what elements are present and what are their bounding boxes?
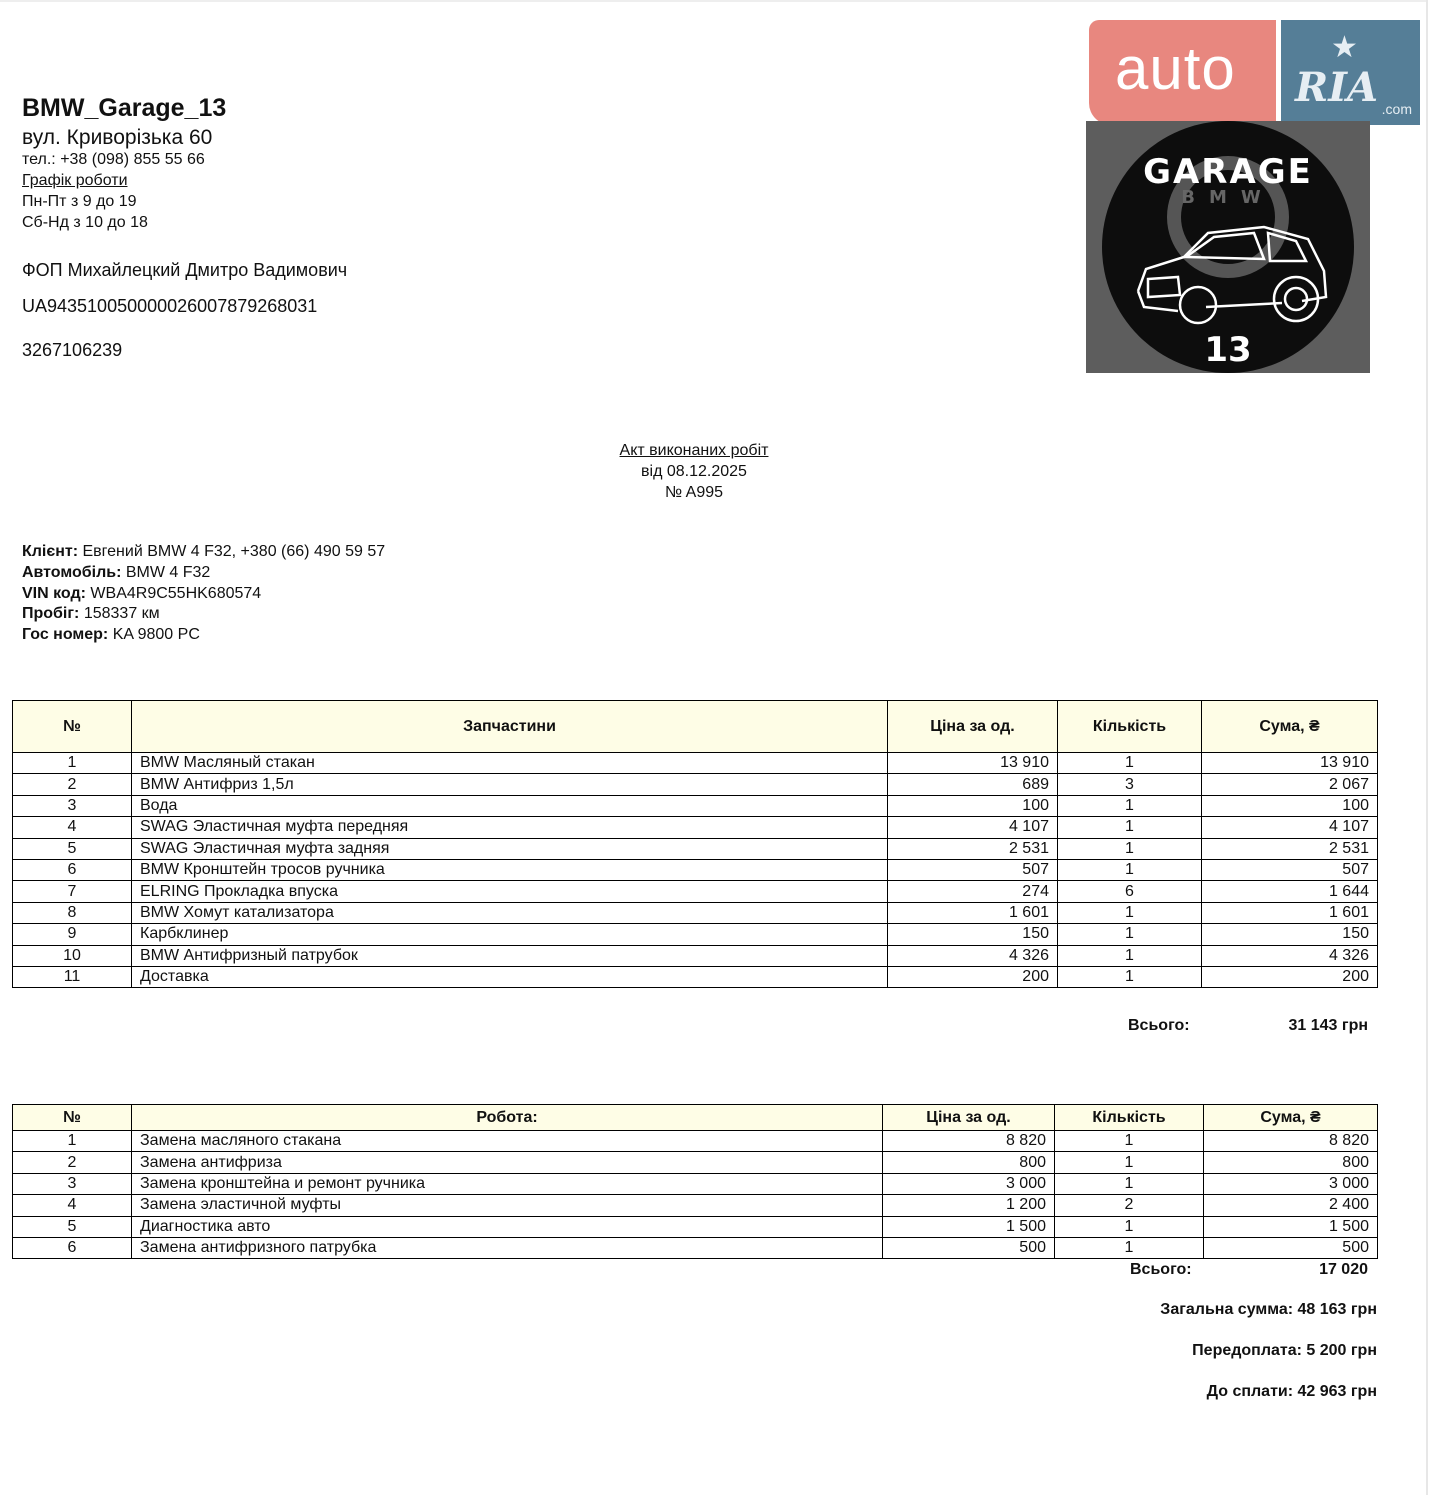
parts-row-cell: 1 644 (1202, 881, 1378, 902)
parts-row-cell: 100 (1202, 795, 1378, 816)
watermark-auto-block (1089, 20, 1276, 125)
parts-row-cell: 4 326 (888, 945, 1058, 966)
parts-row-cell: Карбклинер (132, 924, 888, 945)
parts-row-cell: BMW Кронштейн тросов ручника (132, 859, 888, 880)
parts-header-row (13, 701, 1378, 753)
works-row-cell: 1 (1055, 1216, 1204, 1237)
works-row (13, 1173, 1378, 1194)
mileage-value: 158337 км (79, 605, 160, 623)
act-number: № A995 (664, 484, 724, 501)
works-header-row (13, 1105, 1378, 1131)
logo-text-13: 13 (1204, 330, 1252, 370)
works-row (13, 1195, 1378, 1216)
parts-row-cell: 200 (888, 966, 1058, 987)
vin-line (22, 584, 385, 605)
works-row-cell: 500 (883, 1237, 1055, 1258)
works-row-cell: Замена масляного стакана (132, 1131, 883, 1152)
car-label: Автомобіль: (22, 563, 122, 581)
parts-row-cell: 9 (13, 924, 132, 945)
works-row-cell: Замена эластичной муфты (132, 1195, 883, 1216)
works-total-value: 17 020 (1319, 1261, 1368, 1278)
plate-value: KA 9800 PC (108, 626, 200, 644)
parts-row (13, 753, 1378, 774)
works-header-cell: Кількість (1055, 1105, 1204, 1131)
parts-total-value: 31 143 грн (1288, 1017, 1368, 1034)
tax-code: 3267106239 (22, 340, 123, 360)
works-row-cell: 1 200 (883, 1195, 1055, 1216)
works-row-cell: 800 (883, 1152, 1055, 1173)
car-value: BMW 4 F32 (121, 563, 211, 581)
garage-logo-svg (1086, 121, 1370, 373)
garage-logo (1086, 121, 1370, 373)
parts-row-cell: 1 601 (888, 902, 1058, 923)
parts-row-cell: 1 (1058, 902, 1202, 923)
parts-row-cell: Доставка (132, 966, 888, 987)
page-edge-top (0, 0, 1426, 2)
works-row-cell: 1 (1055, 1237, 1204, 1258)
parts-row-cell: 150 (1202, 924, 1378, 945)
parts-body (13, 753, 1378, 988)
parts-table (12, 700, 1378, 988)
parts-row-cell: BMW Масляный стакан (132, 753, 888, 774)
parts-row-cell: 5 (13, 838, 132, 859)
works-row-cell: 3 000 (1204, 1173, 1378, 1194)
prepayment: Передоплата: 5 200 грн (1192, 1342, 1377, 1359)
parts-row-cell: Вода (132, 795, 888, 816)
mileage-line (22, 604, 385, 625)
watermark-ria-text: RIA (1295, 64, 1378, 111)
parts-row-cell: 11 (13, 966, 132, 987)
parts-row-cell: SWAG Эластичная муфта передняя (132, 817, 888, 838)
works-row-cell: 1 (1055, 1173, 1204, 1194)
works-row-cell: 2 (1055, 1195, 1204, 1216)
works-row-cell: 800 (1204, 1152, 1378, 1173)
watermark-com-text: .com (1381, 101, 1412, 117)
parts-row-cell: 8 (13, 902, 132, 923)
parts-row (13, 817, 1378, 838)
parts-row-cell: 1 (1058, 859, 1202, 880)
autoria-watermark (1089, 20, 1420, 125)
parts-header-cell: Запчастини (132, 701, 888, 753)
parts-row-cell: 507 (1202, 859, 1378, 880)
parts-row-cell: 1 (1058, 753, 1202, 774)
works-row-cell: 1 500 (1204, 1216, 1378, 1237)
fop-name: ФОП Михайлецкий Дмитро Вадимович (22, 260, 348, 280)
amount-to-pay: До сплати: 42 963 грн (1206, 1383, 1377, 1400)
works-header-cell: Сума, ₴ (1204, 1105, 1378, 1131)
parts-row (13, 838, 1378, 859)
parts-header-cell: Кількість (1058, 701, 1202, 753)
works-row-cell: 500 (1204, 1237, 1378, 1258)
works-header-cell: № (13, 1105, 132, 1131)
parts-header-cell: Ціна за од. (888, 701, 1058, 753)
parts-row-cell: 4 107 (1202, 817, 1378, 838)
works-row-cell: 6 (13, 1237, 132, 1258)
logo-text-garage: GARAGE (1143, 152, 1313, 192)
parts-row-cell: 4 107 (888, 817, 1058, 838)
parts-row-cell: 13 910 (1202, 753, 1378, 774)
works-body (13, 1131, 1378, 1259)
works-row-cell: 1 (13, 1131, 132, 1152)
vin-value: WBA4R9C55HK680574 (85, 584, 262, 602)
works-table (12, 1104, 1378, 1259)
parts-row-cell: 7 (13, 881, 132, 902)
parts-row-cell: 2 (13, 774, 132, 795)
logo-text-bmw: BMW (1181, 187, 1275, 208)
parts-row-cell: BMW Антифризный патрубок (132, 945, 888, 966)
parts-row-cell: 274 (888, 881, 1058, 902)
works-row (13, 1152, 1378, 1173)
parts-row-cell: 1 (1058, 966, 1202, 987)
company-name: BMW_Garage_13 (22, 94, 227, 122)
works-row (13, 1237, 1378, 1258)
works-row (13, 1216, 1378, 1237)
parts-row-cell: 2 067 (1202, 774, 1378, 795)
parts-row-cell: BMW Антифриз 1,5л (132, 774, 888, 795)
client-info (22, 542, 385, 646)
mileage-label: Пробіг: (22, 605, 80, 623)
works-header-cell: Робота: (132, 1105, 883, 1131)
parts-row-cell: 3 (13, 795, 132, 816)
works-row-cell: 1 (1055, 1131, 1204, 1152)
parts-row-cell: 1 (1058, 795, 1202, 816)
parts-row-cell: 1 (1058, 924, 1202, 945)
parts-row-cell: 2 531 (1202, 838, 1378, 859)
parts-row-cell: 100 (888, 795, 1058, 816)
parts-header-cell: № (13, 701, 132, 753)
works-row-cell: 4 (13, 1195, 132, 1216)
parts-row (13, 774, 1378, 795)
works-row-cell: Диагностика авто (132, 1216, 883, 1237)
grand-total: Загальна сумма: 48 163 грн (1160, 1301, 1377, 1318)
hours-weekdays: Пн-Пт з 9 до 19 (22, 193, 137, 210)
works-row-cell: 8 820 (1204, 1131, 1378, 1152)
works-row-cell: 2 400 (1204, 1195, 1378, 1216)
parts-row-cell: 1 (1058, 817, 1202, 838)
parts-row-cell: 13 910 (888, 753, 1058, 774)
works-header-cell: Ціна за од. (883, 1105, 1055, 1131)
works-row-cell: Замена кронштейна и ремонт ручника (132, 1173, 883, 1194)
car-line (22, 563, 385, 584)
parts-row-cell: 689 (888, 774, 1058, 795)
works-row-cell: 8 820 (883, 1131, 1055, 1152)
plate-label: Гос номер: (22, 626, 109, 644)
parts-row-cell: 1 (1058, 945, 1202, 966)
client-label: Клієнт: (22, 543, 79, 560)
works-total-label: Всього: (1130, 1261, 1192, 1278)
watermark-auto-text: auto (1115, 35, 1236, 102)
works-row-cell: 3 000 (883, 1173, 1055, 1194)
company-phone: тел.: +38 (098) 855 55 66 (22, 151, 205, 168)
parts-row (13, 966, 1378, 987)
act-title: Акт виконаних робіт (619, 442, 769, 459)
page-edge-right (1426, 0, 1428, 1495)
vin-label: VIN код: (22, 584, 86, 602)
parts-row-cell: 4 (13, 817, 132, 838)
parts-row (13, 924, 1378, 945)
client-value: Евгений BMW 4 F32, +380 (66) 490 59 57 (78, 543, 386, 560)
works-row-cell: 5 (13, 1216, 132, 1237)
parts-row (13, 902, 1378, 923)
parts-row-cell: 6 (13, 859, 132, 880)
act-date: від 08.12.2025 (641, 463, 747, 480)
star-icon: ★ (1331, 31, 1358, 64)
iban: UA943510050000026007879268031 (22, 296, 318, 316)
parts-row-cell: 507 (888, 859, 1058, 880)
parts-row-cell: 3 (1058, 774, 1202, 795)
parts-row (13, 795, 1378, 816)
parts-row-cell: 1 (13, 753, 132, 774)
parts-row-cell: 6 (1058, 881, 1202, 902)
watermark-ria-block (1281, 20, 1420, 125)
works-row-cell: 3 (13, 1173, 132, 1194)
parts-row-cell: 10 (13, 945, 132, 966)
works-row-cell: Замена антифриза (132, 1152, 883, 1173)
parts-row-cell: SWAG Эластичная муфта задняя (132, 838, 888, 859)
parts-row (13, 859, 1378, 880)
parts-row-cell: 2 531 (888, 838, 1058, 859)
parts-row-cell: 150 (888, 924, 1058, 945)
client-line (22, 542, 385, 563)
works-row (13, 1131, 1378, 1152)
parts-row (13, 881, 1378, 902)
works-row-cell: 1 (1055, 1152, 1204, 1173)
works-row-cell: Замена антифризного патрубка (132, 1237, 883, 1258)
works-row-cell: 1 500 (883, 1216, 1055, 1237)
plate-line (22, 625, 385, 646)
parts-row-cell: ELRING Прокладка впуска (132, 881, 888, 902)
parts-header-cell: Сума, ₴ (1202, 701, 1378, 753)
hours-weekend: Сб-Нд з 10 до 18 (22, 214, 148, 231)
parts-row-cell: 200 (1202, 966, 1378, 987)
parts-row-cell: 1 (1058, 838, 1202, 859)
parts-row (13, 945, 1378, 966)
company-street: вул. Криворізька 60 (22, 126, 213, 149)
parts-row-cell: 1 601 (1202, 902, 1378, 923)
company-block (22, 96, 226, 236)
parts-row-cell: 4 326 (1202, 945, 1378, 966)
parts-row-cell: BMW Хомут катализатора (132, 902, 888, 923)
parts-total-label: Всього: (1128, 1017, 1190, 1034)
works-row-cell: 2 (13, 1152, 132, 1173)
schedule-link[interactable]: Графік роботи (22, 172, 128, 189)
